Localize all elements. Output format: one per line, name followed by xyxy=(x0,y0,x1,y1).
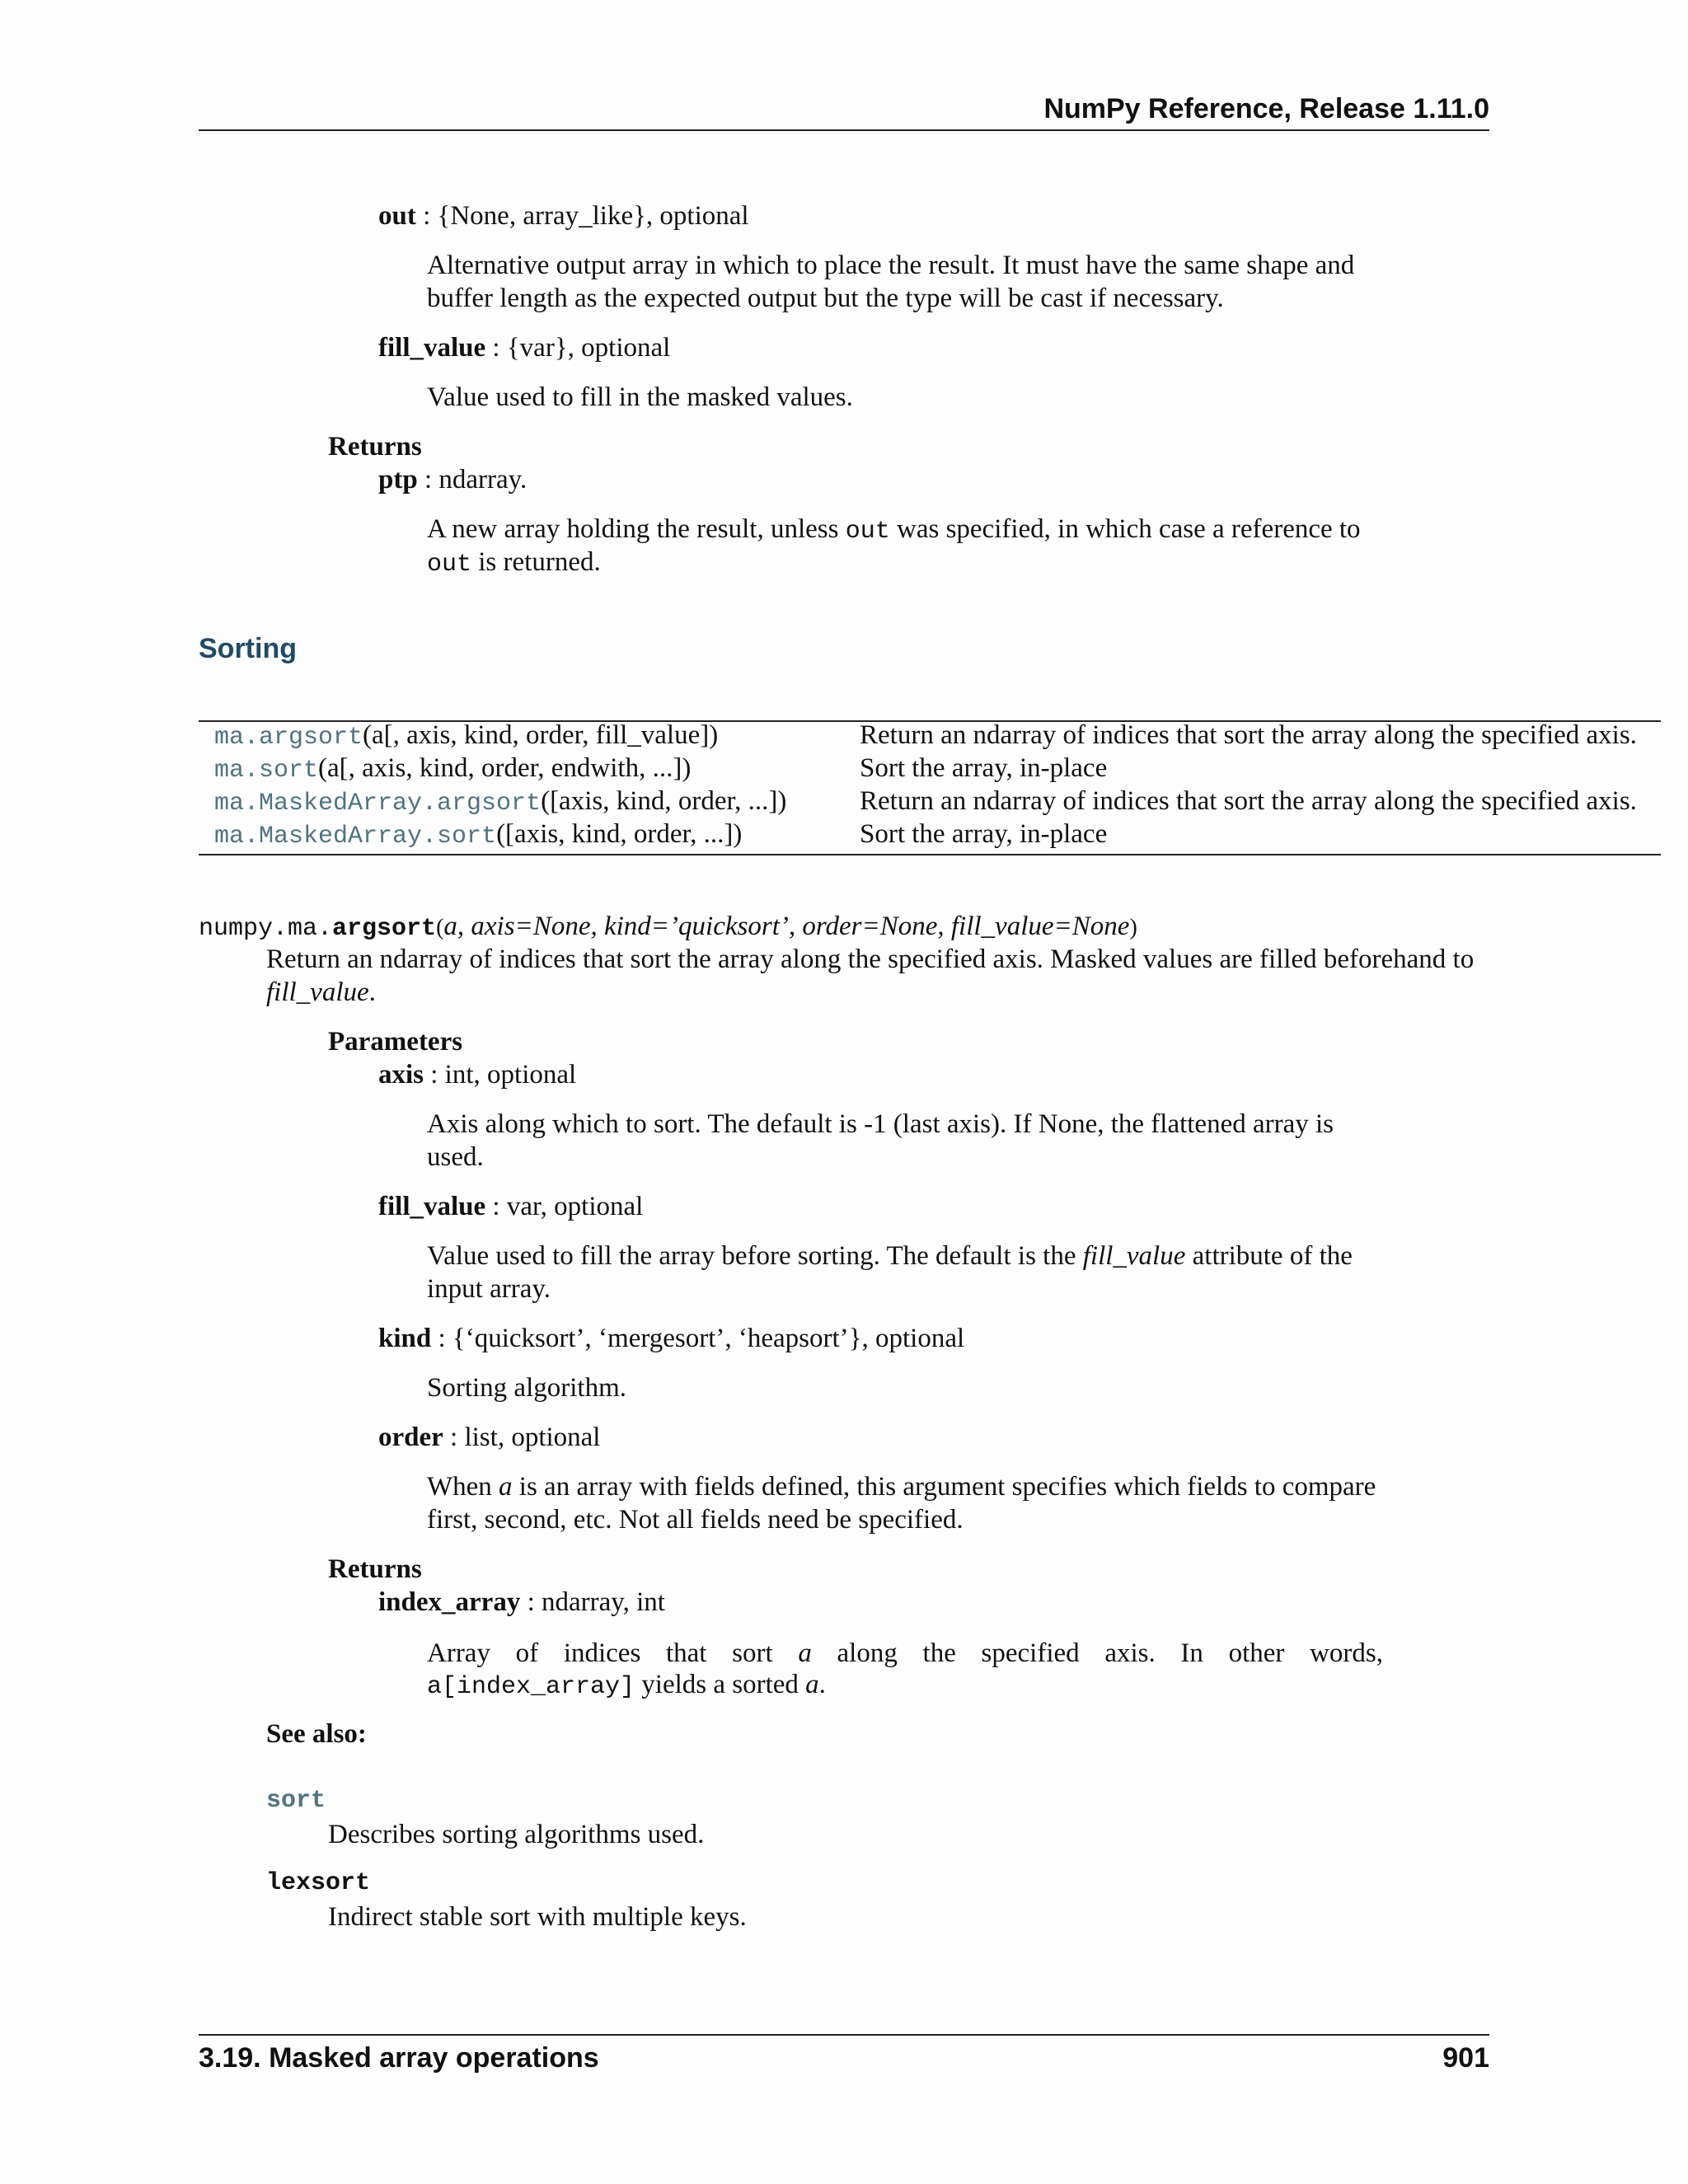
param-out xyxy=(378,201,749,232)
table-row xyxy=(214,753,691,785)
param-fill-value xyxy=(378,333,670,363)
section-title: Sorting xyxy=(199,633,297,664)
table-args: (a[, axis, kind, order, endwith, ...]) xyxy=(318,753,692,783)
page-number: 901 xyxy=(1442,2042,1489,2074)
table-args: ([axis, kind, order, ...]) xyxy=(541,786,787,816)
param-out-desc-1: Alternative output array in which to place the result. It must have the same shape and xyxy=(427,251,1355,280)
func-summary-1: Return an ndarray of indices that sort the array along the specified axis. Masked values are filled beforehand to xyxy=(266,944,1475,974)
param-fill-value xyxy=(378,1192,643,1222)
param-fill-value-desc-1: Value used to fill the array before sorting. The default is the fill_value attribute of the xyxy=(427,1241,1353,1271)
param-type: : {None, array_like}, optional xyxy=(415,201,749,231)
param-type: : list, optional xyxy=(443,1422,601,1452)
see-also-desc: Indirect stable sort with multiple keys. xyxy=(328,1902,747,1932)
param-name: kind xyxy=(378,1324,432,1353)
table-row xyxy=(214,819,742,851)
param-name: axis xyxy=(378,1060,424,1090)
inline-code: out xyxy=(845,518,890,546)
param-type: : var, optional xyxy=(485,1192,644,1221)
func-name: argsort xyxy=(332,915,437,943)
param-out-desc-2: buffer length as the expected output but the type will be cast if necessary. xyxy=(427,284,1224,313)
param-axis-desc-2: used. xyxy=(427,1142,484,1172)
param-axis-desc-1: Axis along which to sort. The default is -1 (last axis). If None, the flattened array is xyxy=(427,1109,1334,1139)
func-summary-2: fill_value. xyxy=(266,977,376,1007)
param-order-desc-2: first, second, etc. Not all fields need be specified. xyxy=(427,1505,964,1535)
table-link[interactable]: ma.MaskedArray.argsort xyxy=(214,790,542,818)
return-desc-2: a[index_array] yields a sorted a. xyxy=(427,1670,826,1701)
running-header: NumPy Reference, Release 1.11.0 xyxy=(1043,93,1489,124)
table-row-desc: Sort the array, in-place xyxy=(860,753,1108,783)
return-index-array xyxy=(378,1587,665,1618)
see-also-link-sort[interactable]: sort xyxy=(266,1787,326,1815)
inline-code: a[index_array] xyxy=(427,1673,635,1701)
param-type: : {var}, optional xyxy=(485,333,671,363)
table-row xyxy=(214,720,718,752)
footer-section: 3.19. Masked array operations xyxy=(199,2042,599,2074)
param-name: fill_value xyxy=(378,1192,486,1221)
table-args: (a[, axis, kind, order, fill_value]) xyxy=(363,720,719,750)
table-bottom-rule xyxy=(199,854,1661,855)
table-link[interactable]: ma.sort xyxy=(214,757,319,785)
param-order xyxy=(378,1422,600,1453)
param-name: order xyxy=(378,1422,443,1452)
param-kind-desc: Sorting algorithm. xyxy=(427,1373,626,1403)
param-fill-value-desc-2: input array. xyxy=(427,1274,551,1304)
table-row-desc: Return an ndarray of indices that sort the array along the specified axis. xyxy=(860,786,1637,816)
return-ptp-desc-2: out is returned. xyxy=(427,547,601,579)
see-also-heading: See also: xyxy=(266,1719,367,1749)
return-type: : ndarray, int xyxy=(520,1587,665,1617)
footer-rule xyxy=(199,2034,1489,2036)
header-rule xyxy=(199,129,1489,131)
return-desc-1: Array of indices that sort a along the specified axis. In other words, xyxy=(427,1638,1384,1668)
parameters-heading: Parameters xyxy=(328,1027,463,1057)
table-link[interactable]: ma.argsort xyxy=(214,724,363,752)
param-type: : int, optional xyxy=(424,1060,577,1090)
param-name: out xyxy=(378,201,416,231)
return-name: index_array xyxy=(378,1587,521,1617)
return-type: : ndarray. xyxy=(417,465,528,494)
returns-heading: Returns xyxy=(328,1554,422,1584)
inline-code: out xyxy=(427,551,472,579)
table-link[interactable]: ma.MaskedArray.sort xyxy=(214,823,497,851)
table-row-desc: Return an ndarray of indices that sort the array along the specified axis. xyxy=(860,720,1637,750)
return-name: ptp xyxy=(378,465,418,494)
return-ptp xyxy=(378,465,527,495)
param-fill-value-desc: Value used to fill in the masked values. xyxy=(427,382,853,412)
param-order-desc-1: When a is an array with fields defined, this argument specifies which fields to compare xyxy=(427,1472,1376,1502)
see-also-desc: Describes sorting algorithms used. xyxy=(328,1820,705,1849)
param-type: : {‘quicksort’, ‘mergesort’, ‘heapsort’}, optional xyxy=(431,1324,965,1353)
param-kind xyxy=(378,1324,964,1354)
param-axis xyxy=(378,1060,576,1090)
func-params: a, axis=None, kind=’quicksort’, order=None, fill_value=None xyxy=(443,912,1130,941)
table-row xyxy=(214,786,786,818)
see-also-name-lexsort: lexsort xyxy=(266,1869,371,1897)
table-args: ([axis, kind, order, ...]) xyxy=(496,819,743,849)
table-row-desc: Sort the array, in-place xyxy=(860,819,1108,849)
return-ptp-desc-1: A new array holding the result, unless out was specified, in which case a reference to xyxy=(427,514,1361,546)
func-prefix: numpy.ma. xyxy=(199,915,333,943)
param-name: fill_value xyxy=(378,333,486,363)
function-signature: numpy.ma.argsort(a, axis=None, kind=’quicksort’, order=None, fill_value=None) xyxy=(199,912,1137,943)
returns-heading: Returns xyxy=(328,432,422,462)
